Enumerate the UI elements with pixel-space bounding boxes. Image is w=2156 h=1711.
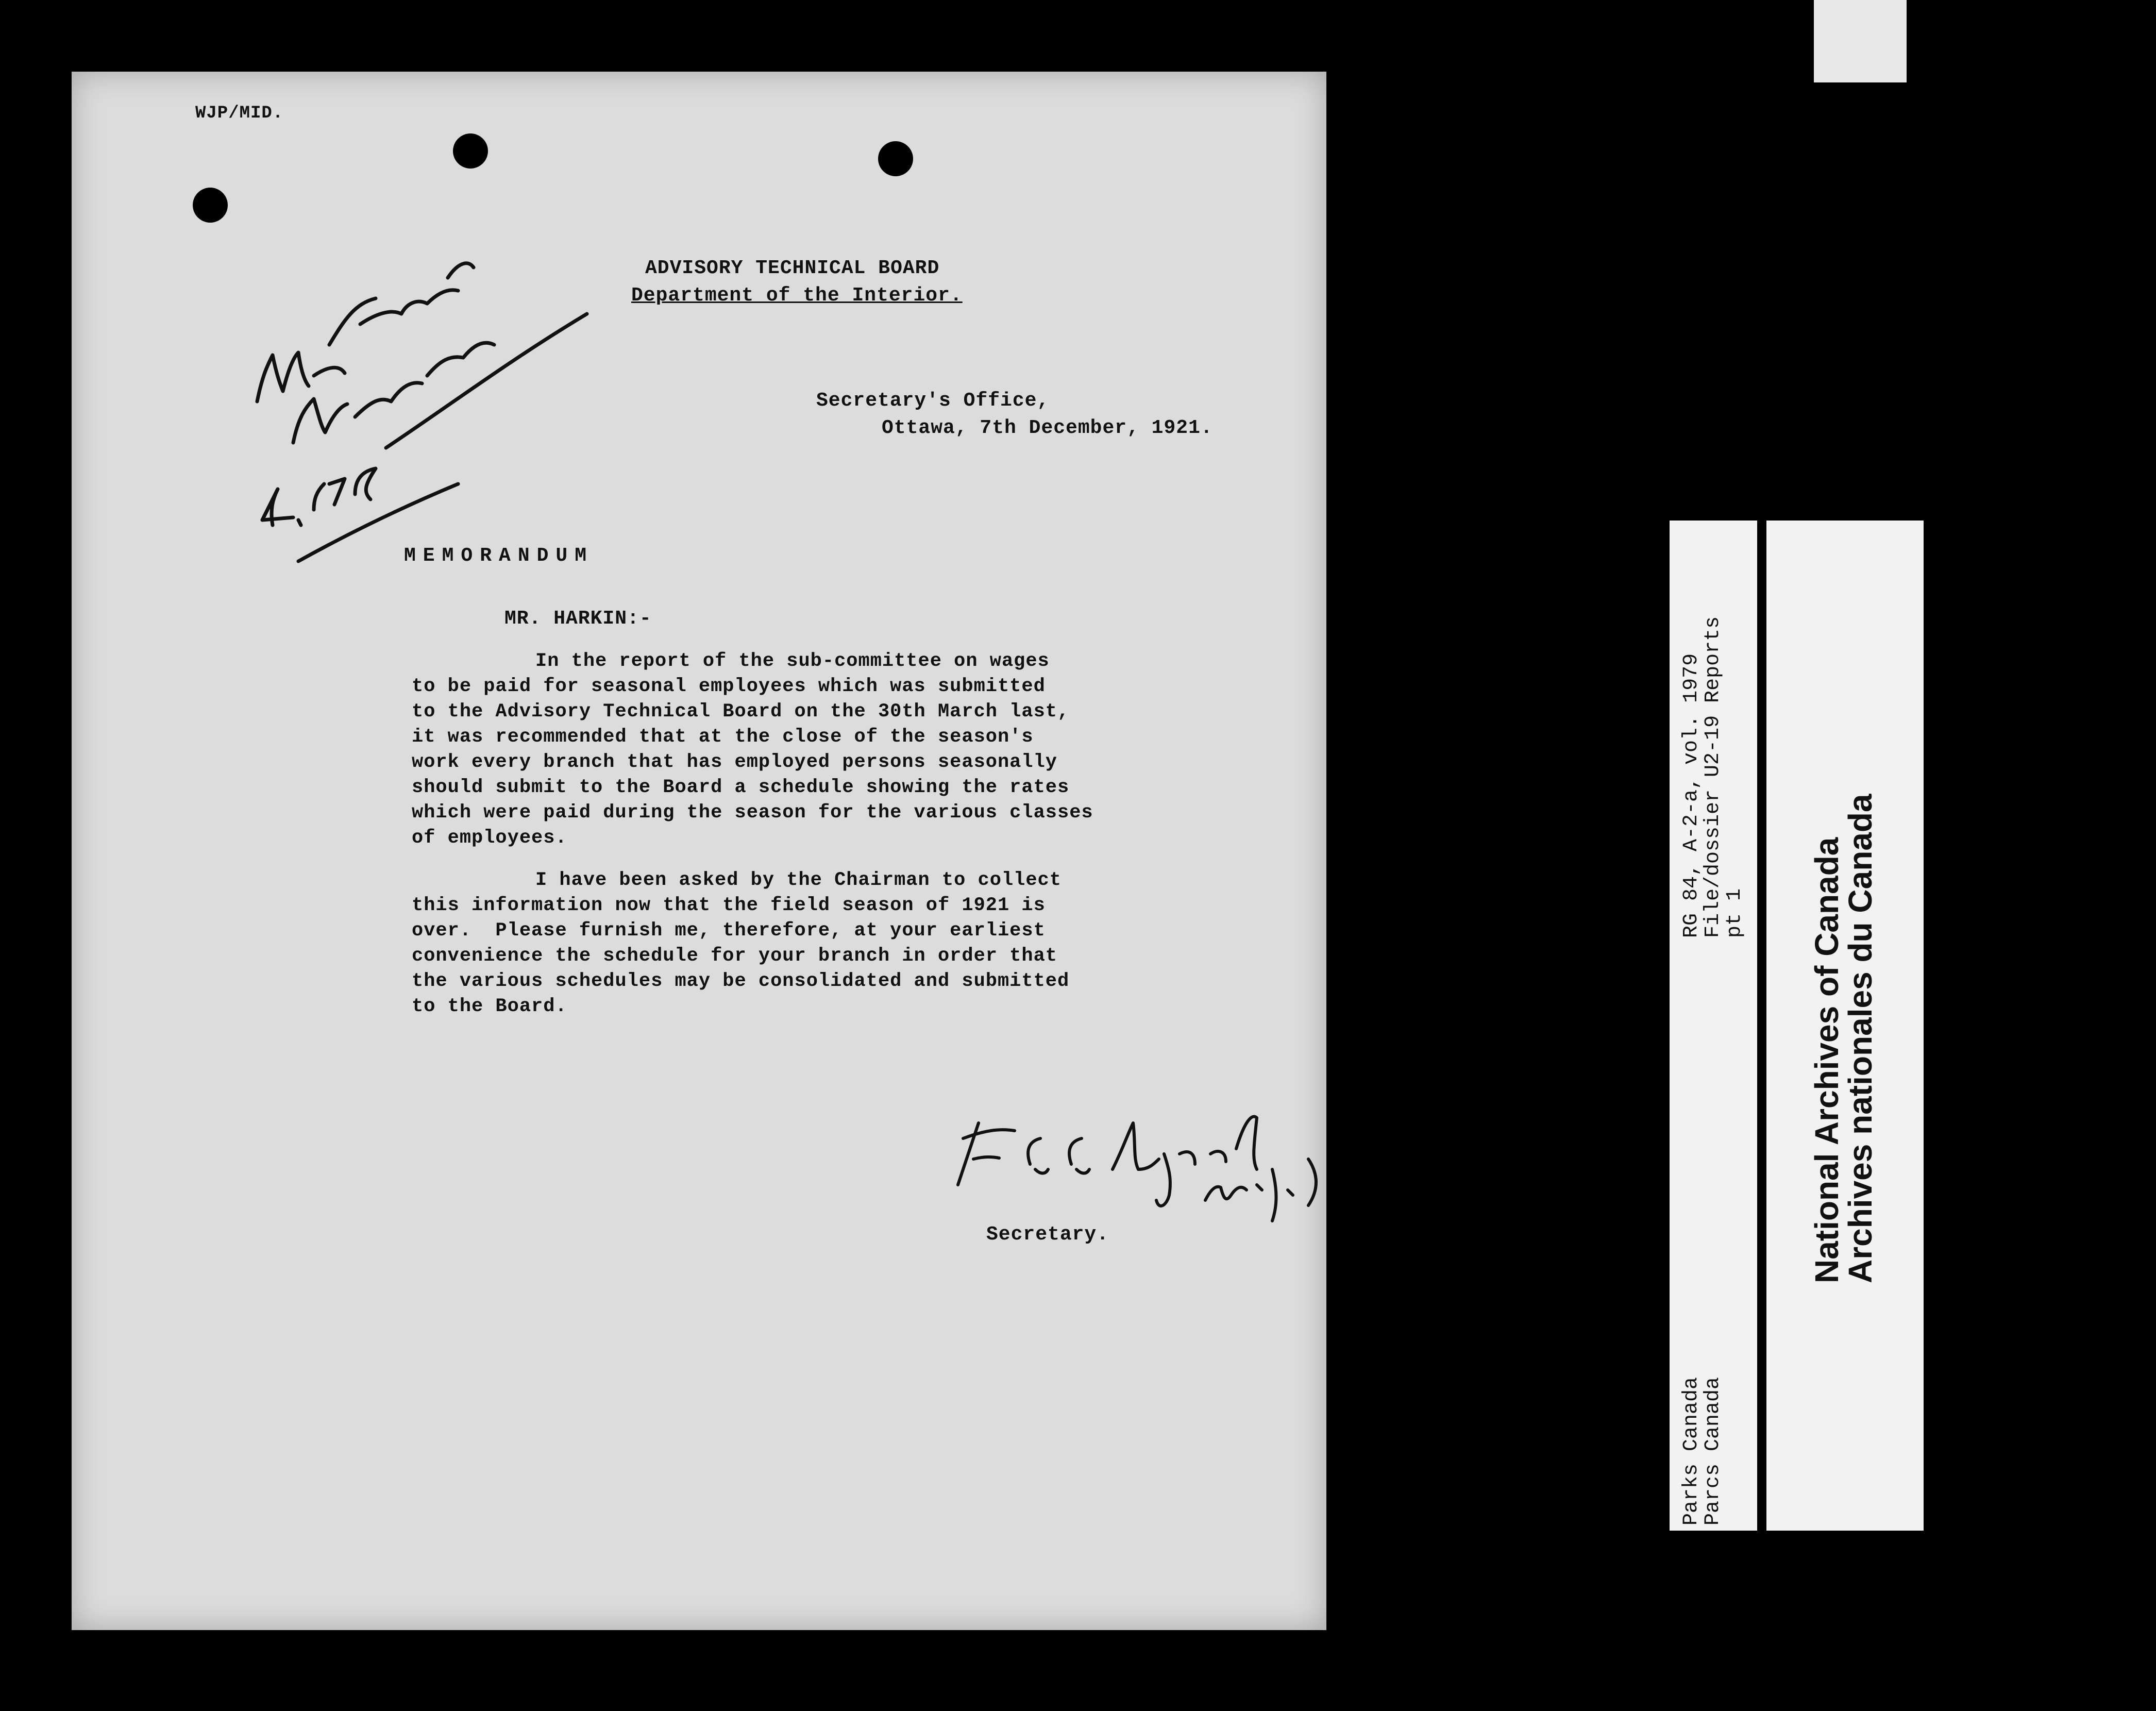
reference-initials: WJP/MID. (195, 104, 284, 123)
memo-heading: MEMORANDUM (404, 545, 594, 567)
paragraph-line: which were paid during the season for the various classes (412, 802, 1093, 824)
reference-line-3: pt 1 (1723, 888, 1746, 938)
paragraph-line: I have been asked by the Chairman to collect (535, 869, 1062, 891)
paragraph-line: it was recommended that at the close of the season's (412, 726, 1034, 748)
paragraph-line: convenience the schedule for your branch in order that (412, 945, 1057, 967)
paragraph-line: to be paid for seasonal employees which was submitted (412, 676, 1046, 697)
signature-title: Secretary. (986, 1223, 1109, 1246)
agency-line-2: Parcs Canada (1702, 1377, 1725, 1525)
paragraph-line: work every branch that has employed persons seasonally (412, 751, 1057, 773)
national-archives-label (1766, 521, 1924, 1531)
archives-line-1: National Archives of Canada (1808, 837, 1845, 1283)
memo-page (72, 72, 1326, 1630)
date-line: Ottawa, 7th December, 1921. (882, 417, 1213, 439)
reference-line-2: File/dossier U2-19 Reports (1702, 616, 1725, 938)
paragraph-2 (412, 868, 1288, 1019)
paragraph-line: the various schedules may be consolidated and submitted (412, 970, 1070, 992)
paragraph-line: to the Board. (412, 996, 567, 1017)
reference-line-1: RG 84, A-2-a, vol. 1979 (1680, 653, 1703, 938)
archive-reference-label (1670, 521, 1757, 1531)
paragraph-1 (412, 649, 1288, 851)
paragraph-line: over. Please furnish me, therefore, at your earliest (412, 920, 1046, 942)
paragraph-line: this information now that the field season of 1921 is (412, 895, 1046, 916)
board-name: ADVISORY TECHNICAL BOARD (645, 257, 940, 279)
punch-hole (878, 141, 913, 176)
paragraph-line: of employees. (412, 827, 567, 849)
paragraph-line: to the Advisory Technical Board on the 30th March last, (412, 701, 1070, 723)
agency-line-1: Parks Canada (1680, 1377, 1703, 1525)
addressee: MR. HARKIN:- (504, 608, 652, 630)
paragraph-line: should submit to the Board a schedule showing the rates (412, 777, 1070, 798)
office-line: Secretary's Office, (816, 390, 1050, 412)
film-frame-mark (1814, 0, 1907, 82)
department-name: Department of the Interior. (631, 284, 963, 307)
handwritten-signature (937, 1092, 1360, 1257)
paragraph-line: In the report of the sub-committee on wages (535, 650, 1050, 672)
archives-line-2: Archives nationales du Canada (1842, 794, 1879, 1283)
handwritten-note (159, 149, 675, 639)
